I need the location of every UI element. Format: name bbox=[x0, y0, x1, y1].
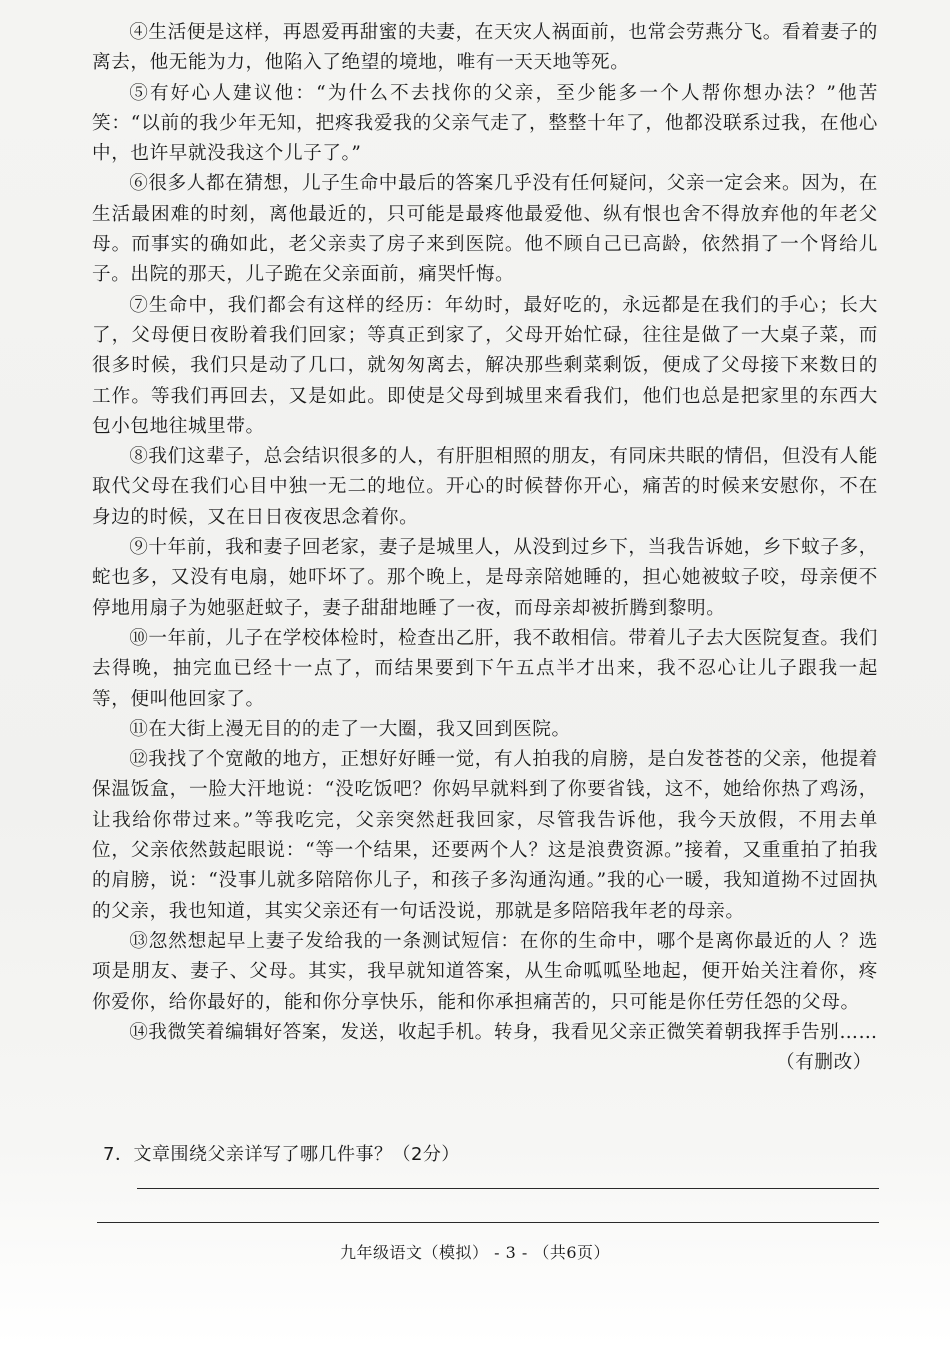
paragraph-9: ⑨十年前，我和妻子回老家，妻子是城里人，从没到过乡下，当我告诉她，乡下蚊子多，蛇也多，又没有电扇，她吓坏了。那个晚上，是母亲陪她睡的，担心她被蚊子咬，母亲便不停地用扇子为她驱赶蚊子，妻子甜甜地睡了一夜，而母亲却被折腾到黎明。 bbox=[92, 537, 878, 619]
paragraph-14: ⑭我微笑着编辑好答案，发送，收起手机。转身，我看见父亲正微笑着朝我挥手告别…… bbox=[129, 1021, 878, 1043]
answer-line[interactable] bbox=[137, 1188, 879, 1189]
answer-line[interactable] bbox=[97, 1222, 879, 1223]
paragraph-8: ⑧我们这辈子，总会结识很多的人，有肝胆相照的朋友，有同床共眠的情侣，但没有人能取代父母在我们心目中独一无二的地位。开心的时候替你开心，痛苦的时候来安慰你，不在身边的时候，又在日日夜夜思念着你。 bbox=[92, 446, 878, 528]
question-7: 7．文章围绕父亲详写了哪几件事？（2分） bbox=[103, 1144, 460, 1165]
paragraph-10: ⑩一年前，儿子在学校体检时，检查出乙肝，我不敢相信。带着儿子去大医院复查。我们去得晚，抽完血已经十一点了，而结果要到下午五点半才出来，我不忍心让儿子跟我一起等，便叫他回家了。 bbox=[92, 627, 878, 710]
paragraph-6: ⑥很多人都在猜想，儿子生命中最后的答案几乎没有任何疑问，父亲一定会来。因为，在生活最困难的时刻，离他最近的，只可能是最疼他最爱他、纵有恨也舍不得放弃他的年老父母。而事实的确如此，老父亲卖了房子来到医院。他不顾自己已高龄，依然捐了一个肾给儿子。出院的那天，儿子跪在父亲面前，痛哭忏悔。 bbox=[92, 173, 878, 286]
paragraph-4: ④生活便是这样，再恩爱再甜蜜的夫妻，在天灾人祸面前，也常会劳燕分飞。看着妻子的离去，他无能为力，他陷入了绝望的境地，唯有一天天地等死。 bbox=[92, 22, 878, 74]
paragraph-11: ⑪在大街上漫无目的的走了一大圈，我又回到医院。 bbox=[129, 718, 571, 740]
paragraph-13: ⑬忽然想起早上妻子发给我的一条测试短信：在你的生命中，哪个是离你最近的人 ？选项是朋友、妻子、父母。其实，我早就知道答案，从生命呱呱坠地起，便开始关注着你，疼你爱你，给你最好的，能和你分享快乐，能和你承担痛苦的，只可能是你任劳任怨的父母。 bbox=[92, 930, 878, 1013]
paragraph-7: ⑦生命中，我们都会有这样的经历：年幼时，最好吃的，永远都是在我们的手心；长大了，父母便日夜盼着我们回家；等真正到家了，父母开始忙碌，往往是做了一大桌子菜，而很多时候，我们只是动了几口，就匆匆离去，解决那些剩菜剩饭，便成了父母接下来数日的工作。等我们再回去，又是如此。即使是父母到城里来看我们，他们也总是把家里的东西大包小包地往城里带。 bbox=[92, 294, 878, 437]
paragraph-12: ⑫我找了个宽敞的地方，正想好好睡一觉，有人拍我的肩膀，是白发苍苍的父亲，他提着保温饭盒，一脸大汗地说：“没吃饭吧？你妈早就料到了你要省钱，这不，她给你热了鸡汤，让我给你带过来。”等我吃完，父亲突然赶我回家，尽管我告诉他，我今天放假，不用去单位，父亲依然鼓起眼说：“等一个结果，还要两个人？这是浪费资源。”接着，又重重拍了拍我的肩膀，说：“没事儿就多陪陪你儿子，和孩子多沟通沟通。”我的心一暖，我知道拗不过固执的父亲，我也知道，其实父亲还有一句话没说，那就是多陪陪我年老的母亲。 bbox=[92, 749, 878, 922]
source-note: （有删改） bbox=[776, 1052, 872, 1074]
reading-passage bbox=[92, 18, 878, 1078]
paragraph-5: ⑤有好心人建议他：“为什么不去找你的父亲，至少能多一个人帮你想办法？”他苦笑：“以前的我少年无知，把疼我爱我的父亲气走了，整整十年了，他都没联系过我，在他心中，也许早就没我这个儿子了。” bbox=[92, 82, 878, 165]
page-footer: 九年级语文（模拟） - 3 - （共6页） bbox=[339, 1243, 611, 1262]
